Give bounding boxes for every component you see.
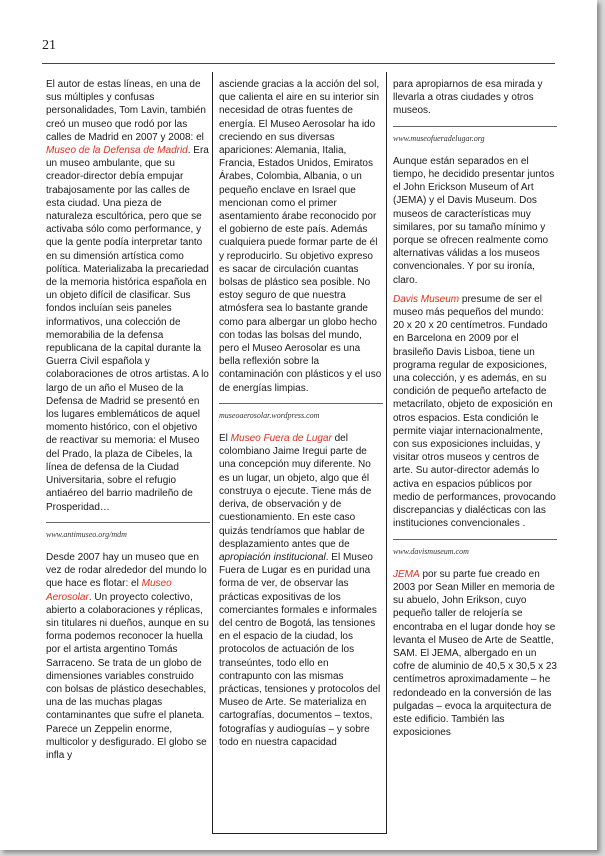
- column-3: [393, 78, 557, 745]
- footer-rule: [212, 833, 387, 834]
- url-davismuseum[interactable]: www.davismuseum.com: [393, 546, 469, 556]
- emphasis-apropiacion: apropiación institucional: [219, 551, 326, 563]
- paragraph-museo-defensa: El autor de estas líneas, en una de sus múltiples y confusas personalidades, Tom Lavin, también creó un museo que rodó por las calles de Madrid en 2007 y 2008: el Museo de la Defensa de Madrid. Era un museo ambulante, que su creador-director debía empujar trabajosamente por las calles de esta ciudad. Una pieza de naturaleza escultórica, pero que se activaba sólo como performance, y que la gente podía interpretar tanto en su dimensión artística como política. Materializaba la precariedad de la memoria histórica española en un objeto difícil de clasificar. Sus fondos incluían seis paneles informativos, una colección de memorabilia de la defensa republicana de la capital durante la Guerra Civil española y colaboraciones de otros artistas. A lo largo de un año el Museo de la Defensa de Madrid se presentó en los lugares emblemáticos de aquel momento histórico, con el objetivo de reactivar su memoria: el Museo del Prado, la plaza de Cibeles, la línea de defensa de la Ciudad Universitaria, sobre el refugio antiaéreo del barrio madrileño de Prosperidad…: [46, 79, 209, 513]
- column-2: [219, 78, 383, 755]
- url-antimuseo[interactable]: www.antimuseo.org/mdm: [46, 529, 127, 539]
- column-divider-2: [386, 72, 387, 834]
- url-museoaerosolar[interactable]: museoaerosolar.wordpress.com: [219, 410, 320, 420]
- separator-rule: [393, 126, 557, 127]
- paragraph-jema-davis-intro: Aunque están separados en el tiempo, he decidido presentar juntos el John Erickson Museum of Art (JEMA) y el Davis Museum. Dos museos de características muy similares, por su tamaño mínimo y porque se ofrecen realmente como alternativas válidas a los museos convencionales. Y por su ironía, claro.: [393, 155, 555, 286]
- jema-link[interactable]: JEMA: [393, 568, 420, 580]
- column-1: [46, 78, 210, 768]
- paragraph-museo-fuera-de-lugar: El Museo Fuera de Lugar del colombiano Jaime Iregui parte de una concepción muy diferente. No es un lugar, un objeto, algo que él construya o ejecute. Tiene más de deriva, de observación y de cuestionamiento. En este caso quizás tendríamos que hablar de desplazamiento antes que de apropiación institucional. El Museo Fuera de Lugar es en puridad una forma de ver, de observar las prácticas expositivas de los comerciantes formales e informales del centro de Bogotá, las tensiones en el espacio de la ciudad, los protocolos de actuación de los transeúntes, todo ello en contrapunto con las mismas prácticas, tensiones y protocolos del Museo de Arte. Se materializa en cartografías, documentos – textos, fotografías y audioguías – y sobre todo en nuestra capacidad: [219, 433, 381, 748]
- separator-rule: [393, 539, 557, 540]
- separator-rule: [219, 403, 383, 404]
- paragraph-aerosolar-cont: asciende gracias a la acción del sol, que calienta el aire en su interior sin necesidad de otras fuentes de energía. El Museo Aerosolar ha ido creciendo en sus diversas apariciones: Alemania, Italia, Francia, Estados Unidos, Emiratos Árabes, Colombia, Albania, o un pequeño enclave en Israel que mencionan como el primer asentamiento árabe reconocido por el gobierno de este país. Además cualquiera puede formar parte de él y reproducirlo. Su objetivo expreso es sacar de circulación cuantas bolsas de plástico sea posible. No estoy seguro de que nuestra atmósfera sea lo bastante grande como para albergar un globo hecho con todas las bolsas del mundo, pero el Museo Aerosolar es una bella reflexión sobre la contaminación con plásticos y el uso de energías limpias.: [219, 79, 382, 394]
- column-divider-1: [212, 72, 213, 834]
- museo-defensa-link[interactable]: Museo de la Defensa de Madrid: [46, 145, 188, 157]
- page-number: 21: [42, 38, 56, 53]
- paragraph-davis-museum: Davis Museum presume de ser el museo más pequeños del mundo: 20 x 20 x 20 centímetros. Fundado en Barcelona en 2009 por el brasileño Davis Lisboa, tiene un programa regular de exposiciones, una colección, y es además, en su condición de pequeño artefacto de metacrilato, objeto de exposición en otros espacios. Esta condición le permite viajar internacionalmente, con sus exposiciones incluidas, y visitar otros museos y centros de arte. Su autor-director además lo activa en espacios públicos por medio de performances, provocando discrepancias y dialécticas con las instituciones convencionales .: [393, 293, 556, 530]
- davis-museum-link[interactable]: Davis Museum: [393, 293, 460, 305]
- url-museofueradelugar[interactable]: www.museofueradelugar.org: [393, 133, 485, 143]
- museo-aerosolar-link[interactable]: Museo Aerosolar: [46, 578, 172, 603]
- paragraph-jema: JEMA por su parte fue creado en 2003 por Sean Miller en memoria de su abuelo, John Erikson, cuyo pequeño taller de relojería se encontraba en el lugar donde hoy se levanta el Museo de Arte de Seattle, SAM. El JEMA, albergado en un cofre de aluminio de 40,5 x 30,5 x 23 centímetros aproximadamente – he redondeado en la conversión de las pulgadas – evoca la arquitectura de este edificio. También las exposiciones: [393, 568, 557, 739]
- separator-rule: [46, 522, 210, 523]
- header-rule: [42, 63, 555, 64]
- paragraph-fuera-de-lugar-cont: para apropiarnos de esa mirada y llevarla a otras ciudades y otros museos.: [393, 79, 543, 117]
- paragraph-museo-aerosolar: Desde 2007 hay un museo que en vez de rodar alrededor del mundo lo que hace es flotar: el Museo Aerosolar. Un proyecto colectivo, abierto a colaboraciones y réplicas, sin titulares ni dueños, aunque en su forma podemos reconocer la huella por el artista argentino Tomás Sarraceno. Se trata de un globo de dimensiones variables construido con bolsas de plástico desechables, una de las muchas plagas contaminantes que sufre el planeta. Parece un Zeppelin enorme, multicolor y desfigurado. El globo se infla y: [46, 551, 209, 761]
- museo-fuera-de-lugar-link[interactable]: Museo Fuera de Lugar: [230, 433, 332, 445]
